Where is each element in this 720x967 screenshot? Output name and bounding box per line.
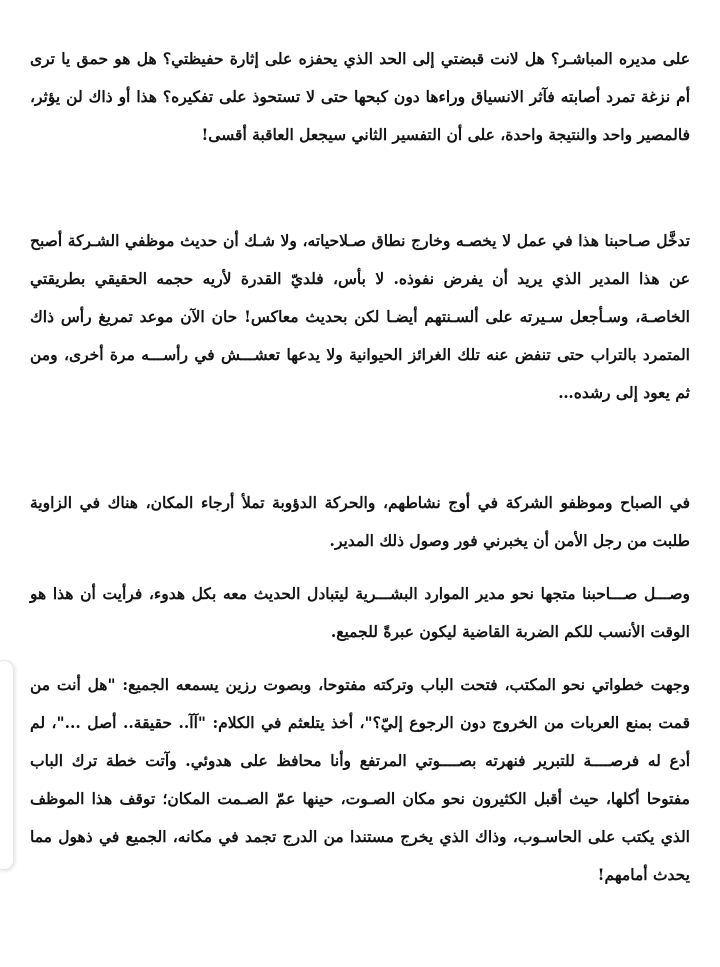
paragraph-2: تدخَّل صـاحبنا هذا في عمل لا يخصـه وخارج نطاق صـلاحياته، ولا شـك أن حديث موظفي الشـركة أصبح عن هذا المدير الذي يريد أن يفرض نفوذه. لا بأس، فلديّ القدرة لأريه حجمه الحقيقي بطريقتي الخاصـة، وسـأجعل سـيرته على ألسـنتهم أيضـا لكن بحديث معاكس! حان الآن موعد تمريغ رأس ذاك المتمرد بالتراب حتى تنفض عنه تلك الغرائز الحيوانية ولا يدعها تعشـــش في رأســـه مرة أخرى، ومن ثم يعود إلى رشده… — [30, 231, 690, 402]
paragraph-5: وجهت خطواتي نحو المكتب، فتحت الباب وتركته مفتوحا، وبصوت رزين يسمعه الجميع: "هل أنت من قمت بمنع العربات من الخروج دون الرجوع إليّ؟"، أخذ يتلعثم في الكلام: "آآ.. حقيقة.. أصل ..."، لم أدع له فرصــــة للتبرير فنهرته بصــــوتي المرتفع وأنا محافظ على هدوئي. وآتت خطة ترك الباب مفتوحا أكلها، حيث أقبل الكثيرون نحو مكان الصـوت، حينها عمّ الصـمت المكان؛ توقف هذا الموظف الذي يكتب على الحاسـوب، وذاك الذي يخرج مستندا من الدرج تجمد في مكانه، الجميع في ذهول مما يحدث أمامهم! — [30, 675, 690, 884]
paragraph-1: على مديره المباشـر؟ هل لانت قبضتي إلى الحد الذي يحفزه على إثارة حفيظتي؟ هل هو حمق يا ترى أم نزغة تمرد أصابته فآثر الانسياق وراءها دون كبحها حتى لا تستحوذ على تفكيره؟ هذا أو ذاك لن يؤثر، فالمصير واحد والنتيجة واحدة، على أن التفسير الثاني سيجعل العاقبة أقسى! — [30, 49, 690, 144]
paragraph-3: في الصباح وموظفو الشركة في أوج نشاطهم، والحركة الدؤوبة تملأ أرجاء المكان، هناك في الزاوية طلبت من رجل الأمن أن يخبرني فور وصول ذلك المدير. — [30, 493, 690, 550]
side-panel-edge — [0, 660, 14, 870]
paragraph-4: وصـــل صـــاحبنا متجها نحو مدير الموارد البشـــرية ليتبادل الحديث معه بكل هدوء، فرأيت أن هذا هو الوقت الأنسب للكم الضربة القاضية ليكون عبرةً للجميع. — [30, 584, 690, 641]
